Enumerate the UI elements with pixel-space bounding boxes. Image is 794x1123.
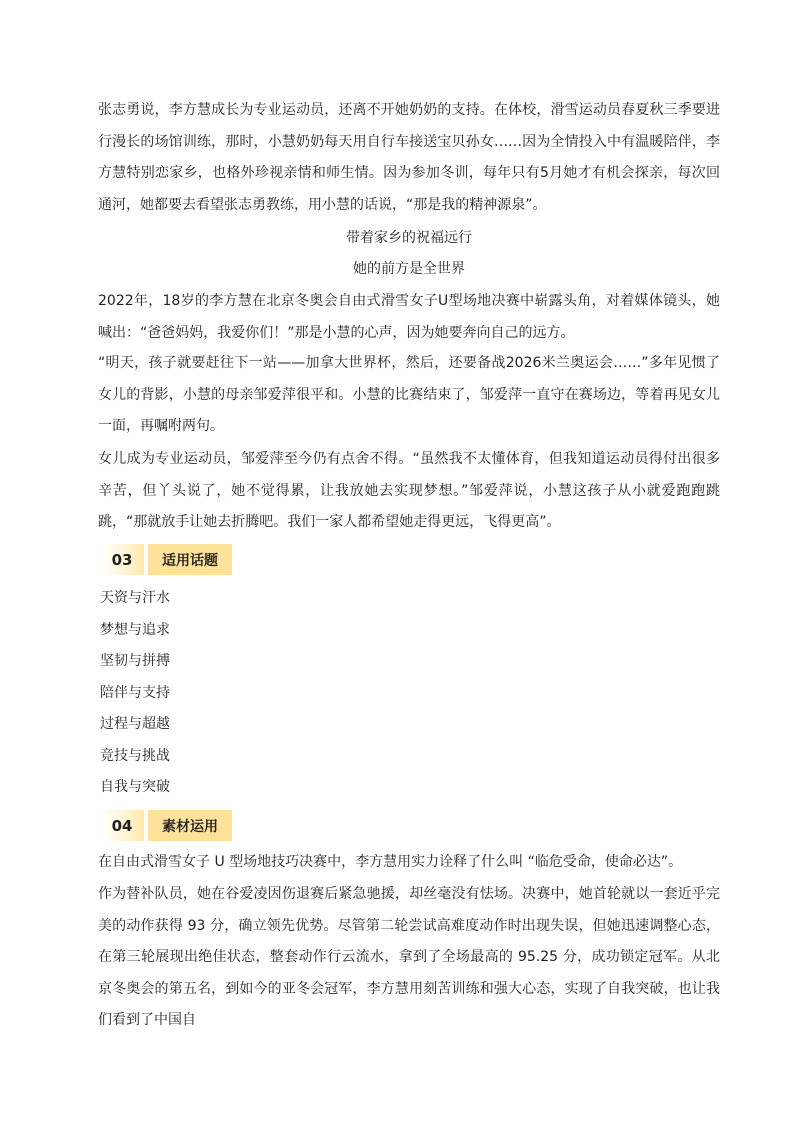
paragraph-substitute (98, 879, 720, 1037)
list-item: 竞技与挑战 (100, 748, 170, 764)
paragraph-mother (98, 444, 720, 539)
paragraph-text: 2022年，18岁的李方慧在北京冬奥会自由式滑雪女子U型场地决赛中崭露头角，对着媒体镜头，她喊出：“爸爸妈妈，我爱你们！”那是小慧的心声，因为她要奔向自己的远方。 (98, 293, 720, 341)
paragraph-text: “明天，孩子就要赶往下一站——加拿大世界杯，然后，还要备战2026米兰奥运会……”多年见惯了女儿的背影，小慧的母亲邹爱萍很平和。小慧的比赛结束了，邹爱萍一直守在赛场边，等着再见女儿一面，再嘱咐两句。 (98, 355, 720, 434)
paragraph-grandmother-support (98, 95, 720, 221)
paragraph-tomorrow (98, 348, 720, 443)
paragraph-text: 张志勇说，李方慧成长为专业运动员，还离不开她奶奶的支持。在体校，滑雪运动员春夏秋三季要进行漫长的场馆训练，那时，小慧奶奶每天用自行车接送宝贝孙女……因为全情投入中有温暖陪伴，李方慧特别恋家乡，也格外珍视亲情和师生情。因为参加冬训，每年只有5月她才有机会探亲，每次回通河，她都要去看望张志勇教练，用小慧的话说，“那是我的精神源泉”。 (98, 102, 720, 213)
paragraph-2022 (98, 286, 720, 349)
paragraph-text: 作为替补队员，她在谷爱凌因伤退赛后紧急驰援，却丝毫没有怯场。决赛中，她首轮就以一套近乎完美的动作获得 93 分，确立领先优势。尽管第二轮尝试高难度动作时出现失误，但她迅速调整心态，在第三轮展现出绝佳状态，整套动作行云流水，拿到了全场最高的 95.25 分，成功锁定冠军。从北京冬奥会的第五名，到如今的亚冬会冠军，李方慧用刻苦训练和强大心态，实现了自我突破，也让我们看到了中国自 (98, 886, 720, 1028)
list-item: 陪伴与支持 (100, 685, 170, 701)
section-header-topics (100, 544, 232, 575)
list-item: 梦想与追求 (100, 622, 170, 638)
list-item: 天资与汗水 (100, 590, 170, 606)
section-number: 04 (100, 810, 144, 841)
section-header-usage (100, 810, 232, 841)
list-item: 坚韧与拼搏 (100, 653, 170, 669)
paragraph-text: 在自由式滑雪女子 U 型场地技巧决赛中，李方慧用实力诠释了什么叫 “临危受命，使命必达”。 (98, 854, 683, 870)
paragraph-final-summary (98, 847, 720, 879)
paragraph-text: 女儿成为专业运动员，邹爱萍至今仍有点舍不得。“虽然我不太懂体育，但我知道运动员得付出很多辛苦，但丫头说了，她不觉得累，让我放她去实现梦想。”邹爱萍说，小慧这孩子从小就爱跑跑跳跳，“那就放手让她去折腾吧。我们一家人都希望她走得更远，飞得更高”。 (98, 451, 720, 530)
section-label: 素材运用 (148, 810, 232, 841)
subheading-blessing: 带着家乡的祝福远行 (346, 230, 472, 246)
list-item: 过程与超越 (100, 716, 170, 732)
section-number: 03 (100, 544, 144, 575)
list-item: 自我与突破 (100, 779, 170, 795)
section-label: 适用话题 (148, 544, 232, 575)
subheading-world: 她的前方是全世界 (353, 261, 465, 277)
